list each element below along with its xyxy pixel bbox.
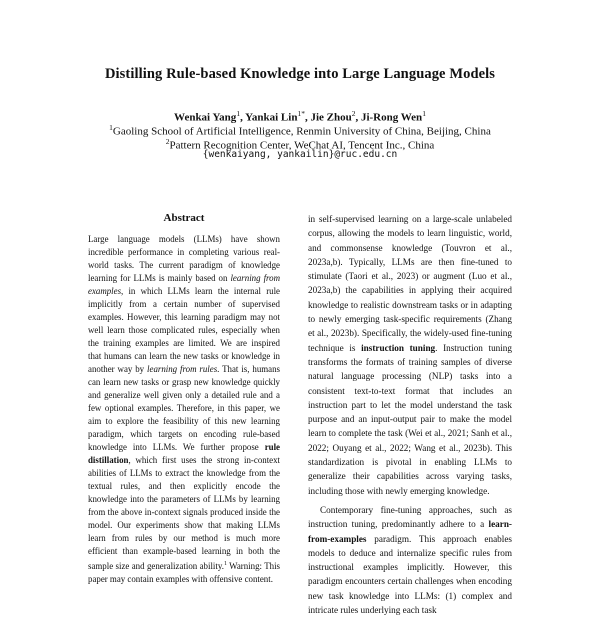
abstract-body [88,233,280,586]
right-column [308,212,512,617]
author-affiliation-mark: 1 [236,109,241,118]
abstract-text: , which first uses the strong in-context abilities of LLMs to extract the knowledge from the textual rules, and then explicitly encode the knowledge into the parameters of LLMs by learning from the above in-context signals produced inside the model. Our experiments show that making LLMs learn from rules by our method is much more efficient than example-based learning in both the sample size and generalization ability. [88,455,280,571]
body-paragraph [308,212,512,498]
author-separator: , [304,111,311,124]
footnote-mark: 1 [223,561,227,567]
author-affiliation-mark: 1* [297,109,305,118]
author-name: Ji-Rong Wen [360,111,423,124]
author-name: Jie Zhou [310,111,352,124]
affiliation-mark: 1 [109,123,113,132]
body-text: Contemporary fine-tuning approaches, such as instruction tuning, predominantly adhere to a [308,504,512,530]
author-affiliation-mark: 1 [422,109,426,118]
abstract-text: , in which LLMs learn the internal rule implicitly from a certain number of supervised examples. However, this learning paradigm may not well learn those complicated rules, especially when the training examples are limited. We are inspired that humans can learn the new tasks or knowledge in another way by [88,286,280,374]
affiliation-text: Gaoling School of Artificial Intelligence, Renmin University of China, Beijing, China [112,125,491,138]
abstract-emphasis: learning from examples [88,273,281,296]
author-name: Yankai Lin [245,111,298,124]
body-text: paradigm. This approach enables models to deduce and internalize specific rules from instructional examples implicitly. However, this paradigm encounters certain challenges when encoding new task knowledge into LLMs: (1) complex and intricate rules underlying each task [308,533,512,616]
body-text: in self-supervised learning on a large-scale unlabeled corpus, allowing the models to learn linguistic, world, and commonsense knowledge (Touvron et al., 2023a,b). Typically, LLMs are then fine-tuned to stimulate (Taori et al., 2023) or augment (Luo et al., 2023a,b) the capabilities in applying their acquired knowledge to realistic downstream tasks or in adapting to newly emerging task-specific requirements (Zhang et al., 2023b). Specifically, the widely-used fine-tuning technique is [308,214,512,353]
body-bold-term: instruction tuning [361,342,436,353]
affiliation-mark: 2 [165,137,170,146]
body-bold-term: learn-from-examples [308,519,512,544]
author-affiliation-mark: 2 [351,109,356,118]
paper-title: Distilling Rule-based Knowledge into Large Language Models [104,66,496,82]
author-separator: , [240,111,246,124]
abstract-text: . That is, humans can learn new tasks or grasp new knowledge quickly and generalize well given only a detailed rule and a few optional examples. Therefore, in this paper, we aim to explore the feasibility of this new learning paradigm, which targets on encoding rule-based knowledge into LLMs. We further propose [88,364,280,452]
abstract-bold-term: rule distillation [88,442,280,465]
body-text: . Instruction tuning transforms the formats of training samples of diverse natural language processing (NLP) tasks into a consistent text-to-text format that includes an instruction part to let the model understand the task purpose and an input-output pair to make the model learn to complete the task (Wei et al., 2021; Sanh et al., 2022; Ouyang et al., 2022; Wang et al., 2023b). This standardization is pivotal in enabling LLMs to generalize their capabilities across varying tasks, including those with newly emerging knowledge. [308,342,512,496]
abstract-emphasis: learning from rules [147,364,218,374]
abstract-text: Large language models (LLMs) have shown incredible performance in completing various real-world tasks. The current paradigm of knowledge learning for LLMs is mainly based on [88,234,280,283]
author-email: {wenkaiyang, yankailin}@ruc.edu.cn [202,149,398,160]
author-name: Wenkai Yang [174,111,237,124]
abstract-text: Warning: This paper may contain examples with offensive content. [88,560,280,584]
author-separator: , [355,111,361,124]
affiliation-text: Pattern Recognition Center, WeChat AI, Tencent Inc., China [169,139,435,152]
abstract-heading: Abstract [163,212,205,224]
